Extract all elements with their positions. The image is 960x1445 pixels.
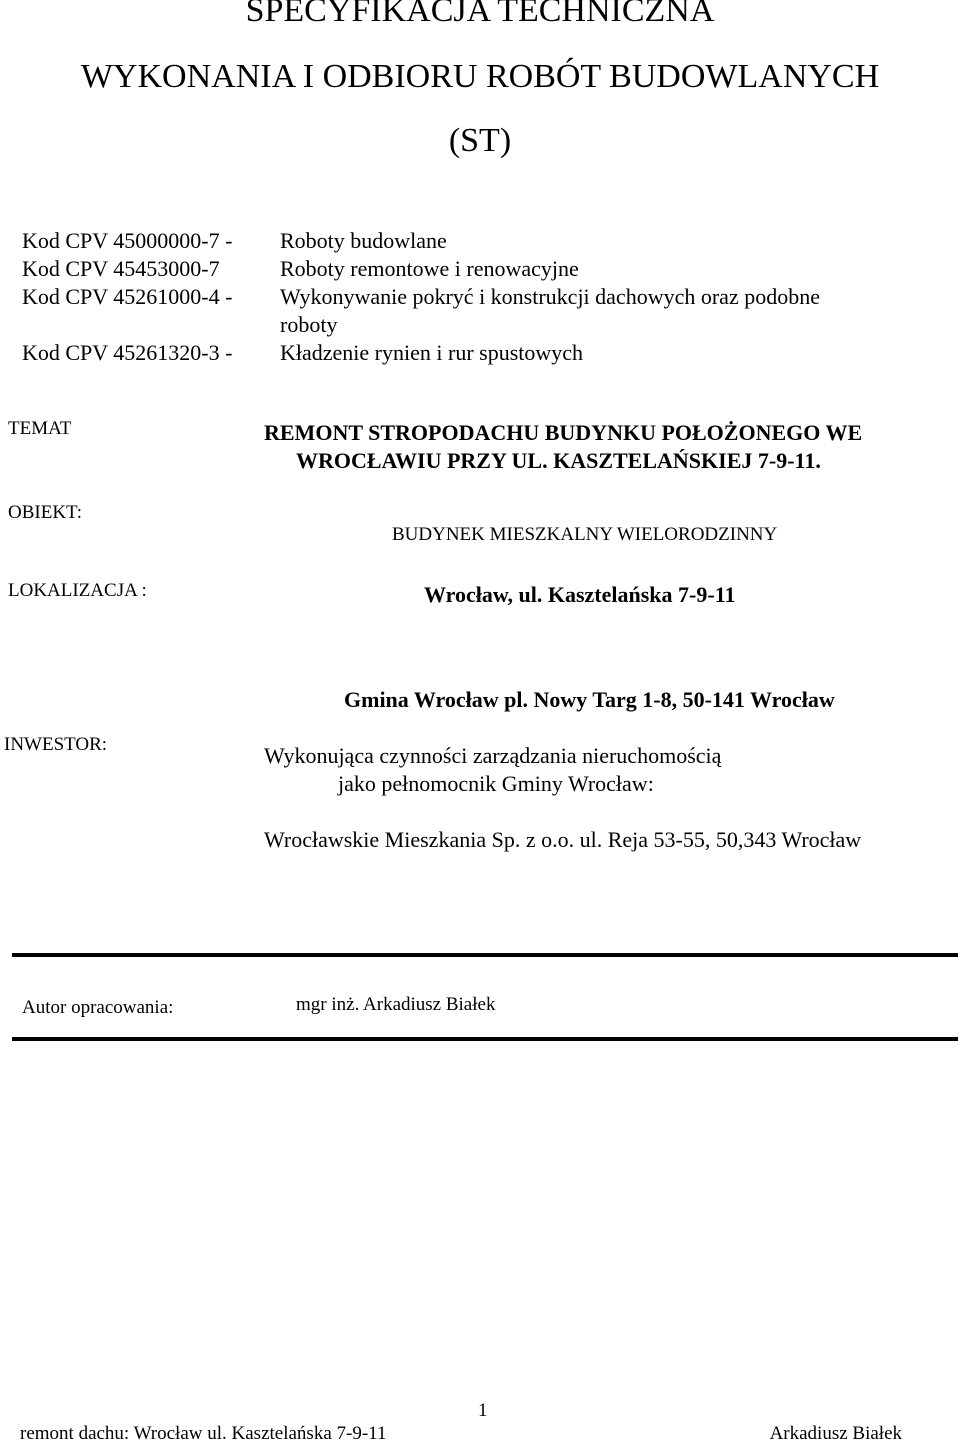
- inwestor-line-2: Wykonująca czynności zarządzania nieruchomością: [264, 743, 722, 768]
- inwestor-line-3: jako pełnomocnik Gminy Wrocław:: [338, 771, 654, 796]
- footer-left: remont dachu: Wrocław ul. Kasztelańska 7-9-11: [20, 1423, 387, 1444]
- title-line-2: WYKONANIA I ODBIORU ROBÓT BUDOWLANYCH: [80, 58, 880, 95]
- autor-label: Autor opracowania:: [22, 997, 174, 1018]
- cpv-description-continued: roboty: [280, 312, 338, 337]
- obiekt-label: OBIEKT:: [8, 502, 82, 523]
- footer-right: Arkadiusz Białek: [769, 1423, 902, 1444]
- temat-line-1: REMONT STROPODACHU BUDYNKU POŁOŻONEGO WE: [264, 420, 863, 445]
- obiekt-value: BUDYNEK MIESZKALNY WIELORODZINNY: [392, 524, 778, 545]
- cpv-description: Wykonywanie pokryć i konstrukcji dachowych oraz podobne: [280, 284, 820, 309]
- cpv-description: Kładzenie rynien i rur spustowych: [280, 340, 584, 365]
- cpv-code: Kod CPV 45000000-7 -: [22, 228, 233, 253]
- inwestor-label: INWESTOR:: [4, 734, 108, 755]
- title-line-1: SPECYFIKACJA TECHNICZNA: [245, 0, 715, 29]
- page-number: 1: [478, 1400, 488, 1421]
- lokalizacja-label: LOKALIZACJA :: [8, 580, 147, 601]
- divider-bottom: [12, 1037, 958, 1041]
- lokalizacja-value: Wrocław, ul. Kasztelańska 7-9-11: [424, 582, 736, 607]
- cpv-description: Roboty budowlane: [280, 228, 447, 253]
- temat-label: TEMAT: [8, 418, 72, 439]
- inwestor-line-4: Wrocławskie Mieszkania Sp. z o.o. ul. Reja 53-55, 50,343 Wrocław: [264, 827, 862, 852]
- divider-top: [12, 953, 958, 957]
- cpv-code: Kod CPV 45453000-7: [22, 256, 220, 281]
- autor-value: mgr inż. Arkadiusz Białek: [296, 994, 496, 1015]
- temat-line-2: WROCŁAWIU PRZY UL. KASZTELAŃSKIEJ 7-9-11.: [296, 448, 821, 473]
- cpv-code: Kod CPV 45261320-3 -: [22, 340, 233, 365]
- title-line-3: (ST): [448, 122, 512, 159]
- cpv-code: Kod CPV 45261000-4 -: [22, 284, 233, 309]
- inwestor-line-1: Gmina Wrocław pl. Nowy Targ 1-8, 50-141 Wrocław: [344, 687, 835, 712]
- cpv-description: Roboty remontowe i renowacyjne: [280, 256, 579, 281]
